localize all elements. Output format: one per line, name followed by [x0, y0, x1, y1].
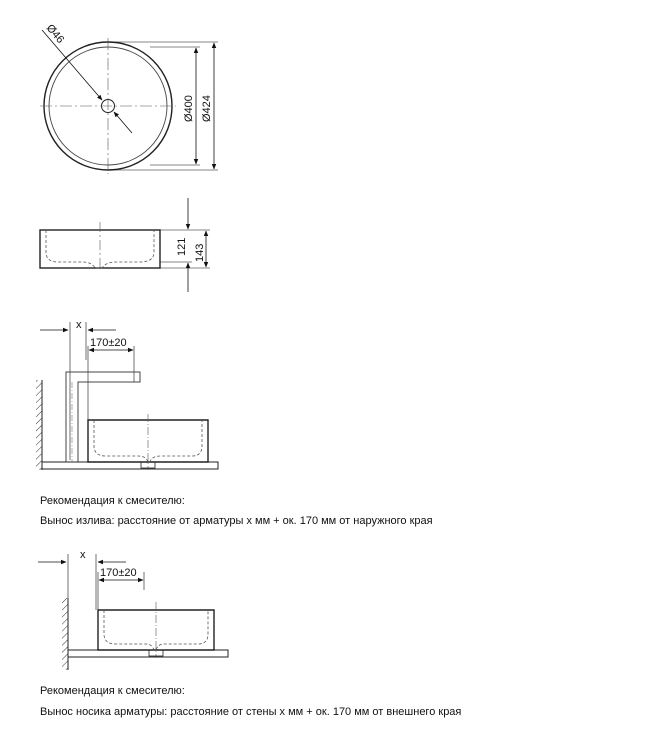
- caption-text-a: Вынос излива: расстояние от арматуры x мм + ок. 170 мм от наружного края: [40, 515, 433, 527]
- install-diagram-a: [36, 319, 218, 470]
- outer-diameter-label: Ø424: [201, 95, 213, 122]
- x-label-a: x: [76, 319, 82, 331]
- countertop-a: [42, 462, 218, 469]
- wall-hatch-b: [62, 598, 68, 670]
- side-view: [40, 198, 210, 292]
- inner-diameter-label: Ø400: [183, 95, 195, 122]
- spout-dim-label-a: 170±20: [90, 337, 127, 349]
- hole-diameter-label: Ø46: [43, 22, 67, 46]
- spout-dim-label-b: 170±20: [100, 567, 137, 579]
- x-label-b: x: [80, 549, 86, 561]
- caption-title-a: Рекомендация к смесителю:: [40, 495, 185, 507]
- wall-hatch-a: [36, 380, 42, 470]
- caption-text-b: Вынос носика арматуры: расстояние от стены x мм + ок. 170 мм от внешнего края: [40, 706, 462, 718]
- countertop-b: [68, 650, 228, 657]
- install-diagram-b: [38, 549, 228, 670]
- hole-leader-arrow: [114, 112, 132, 133]
- outer-height-label: 143: [194, 243, 206, 262]
- faucet-a: [66, 372, 140, 462]
- top-view: [40, 22, 218, 174]
- caption-title-b: Рекомендация к смесителю:: [40, 685, 185, 697]
- inner-height-label: 121: [176, 237, 188, 256]
